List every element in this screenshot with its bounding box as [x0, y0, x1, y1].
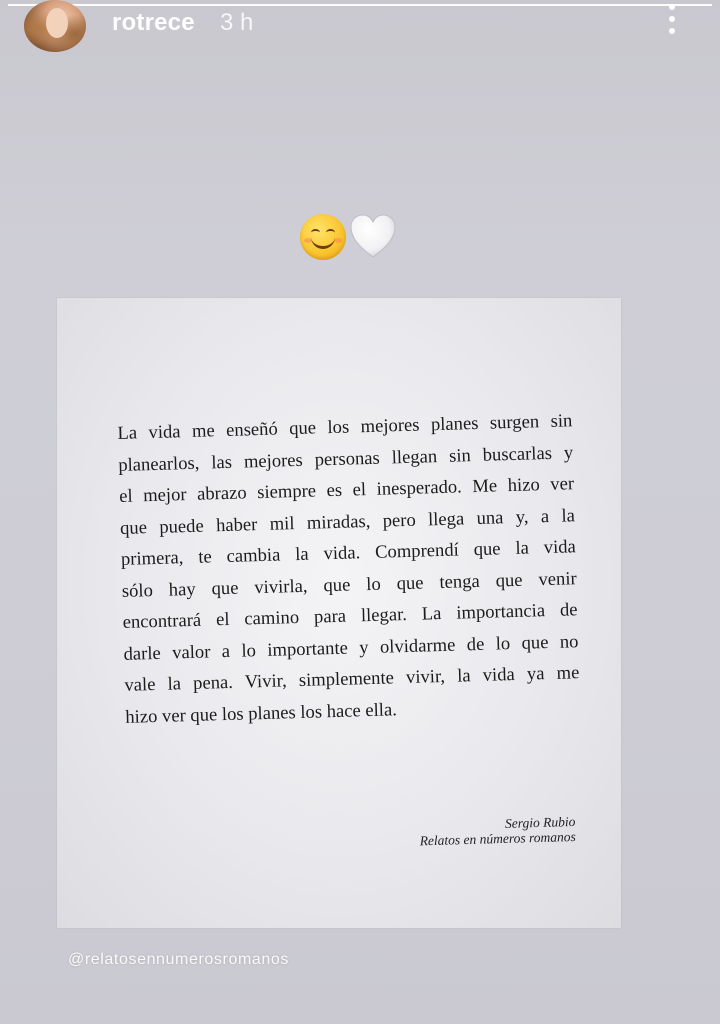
book-title: Relatos en números romanos: [419, 828, 576, 849]
avatar-face: [46, 8, 68, 38]
author-name: Sergio Rubio: [504, 814, 576, 831]
quote-line: sólo hay que vivirla, que lo que tenga que venir: [121, 567, 577, 602]
avatar[interactable]: [24, 0, 86, 52]
quote-signature: [419, 814, 576, 848]
quote-line: primera, te cambia la vida. Comprendí que la vida: [120, 536, 577, 570]
post-time: 3 h: [220, 9, 254, 36]
quote-line: el mejor abrazo siempre es el inesperado. Me hizo ver: [118, 473, 575, 507]
quote-line: que puede haber mil miradas, pero llega una y, a la: [119, 504, 576, 539]
quote-line: encontrará el camino para llegar. La importancia de: [122, 599, 578, 633]
smiling-face-icon: [300, 214, 346, 260]
mention-sticker[interactable]: @relatosennumerosromanos: [68, 951, 289, 968]
quote-image: [57, 298, 621, 928]
quote-line: planearlos, las mejores personas llegan sin buscarlas y: [118, 441, 574, 476]
quote-line: darle valor a lo importante y olvidarme de lo que no: [123, 630, 579, 665]
quote-line: La vida me enseñó que los mejores planes surgen sin: [117, 410, 573, 444]
emoji-sticker[interactable]: [300, 212, 410, 266]
quote-text: [117, 405, 581, 733]
white-heart-icon: [348, 212, 398, 262]
more-vertical-icon[interactable]: [664, 2, 680, 38]
username[interactable]: rotrece: [112, 9, 195, 36]
quote-line: hizo ver que los planes los hace ella.: [125, 698, 398, 728]
story-header: [0, 0, 720, 56]
quote-line: vale la pena. Vivir, simplemente vivir, la vida ya me: [124, 662, 580, 696]
